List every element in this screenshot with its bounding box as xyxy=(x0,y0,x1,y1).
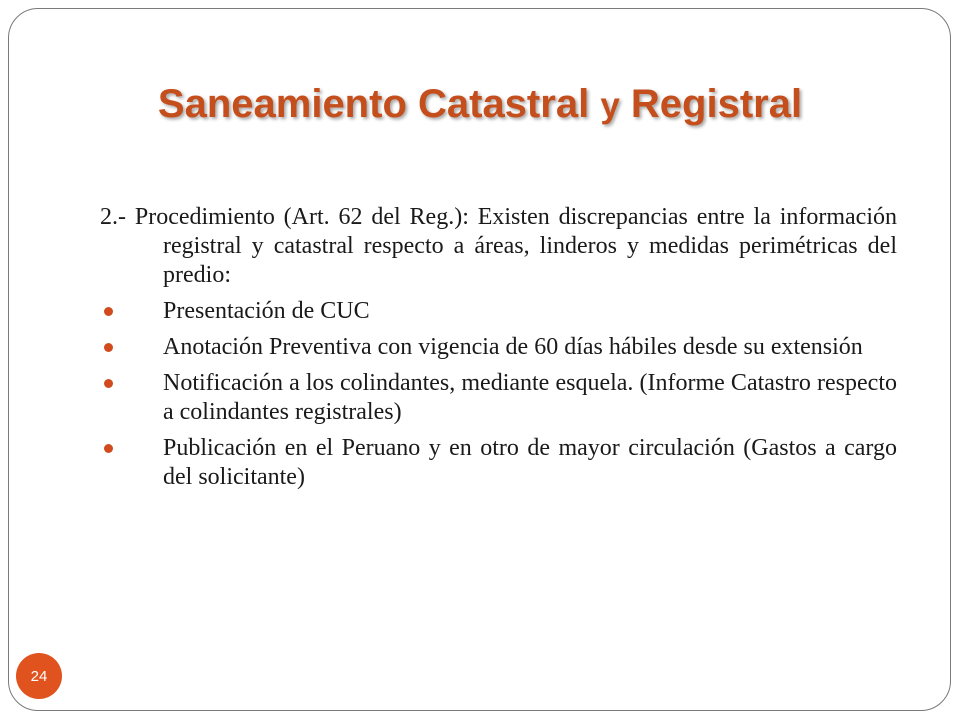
intro-paragraph: 2.- Procedimiento (Art. 62 del Reg.): Existen discrepancias entre la información registral y catastral respecto a áreas, linderos y medidas perimétricas del predio: xyxy=(100,204,897,288)
page-number: 24 xyxy=(30,667,48,685)
bullet-icon xyxy=(104,379,113,388)
title-main: Saneamiento Catastral xyxy=(157,82,590,126)
list-item xyxy=(100,297,897,326)
page-number-badge xyxy=(16,653,62,699)
bullet-icon xyxy=(104,444,113,453)
list-item xyxy=(100,434,897,492)
bullet-list xyxy=(100,297,897,492)
slide-body xyxy=(100,203,897,499)
bullet-icon xyxy=(104,343,113,352)
list-item xyxy=(100,369,897,427)
bullet-text: Anotación Preventiva con vigencia de 60 días hábiles desde su extensión xyxy=(163,334,863,360)
bullet-text: Notificación a los colindantes, mediante esquela. (Informe Catastro respecto a colindantes registrales) xyxy=(163,370,897,425)
title-join: y xyxy=(600,86,620,125)
bullet-icon xyxy=(104,307,113,316)
slide-title xyxy=(0,82,960,127)
list-item xyxy=(100,333,897,362)
bullet-text: Publicación en el Peruano y en otro de mayor circulación (Gastos a cargo del solicitante) xyxy=(163,435,897,490)
bullet-text: Presentación de CUC xyxy=(163,298,370,324)
title-end: Registral xyxy=(630,82,803,126)
